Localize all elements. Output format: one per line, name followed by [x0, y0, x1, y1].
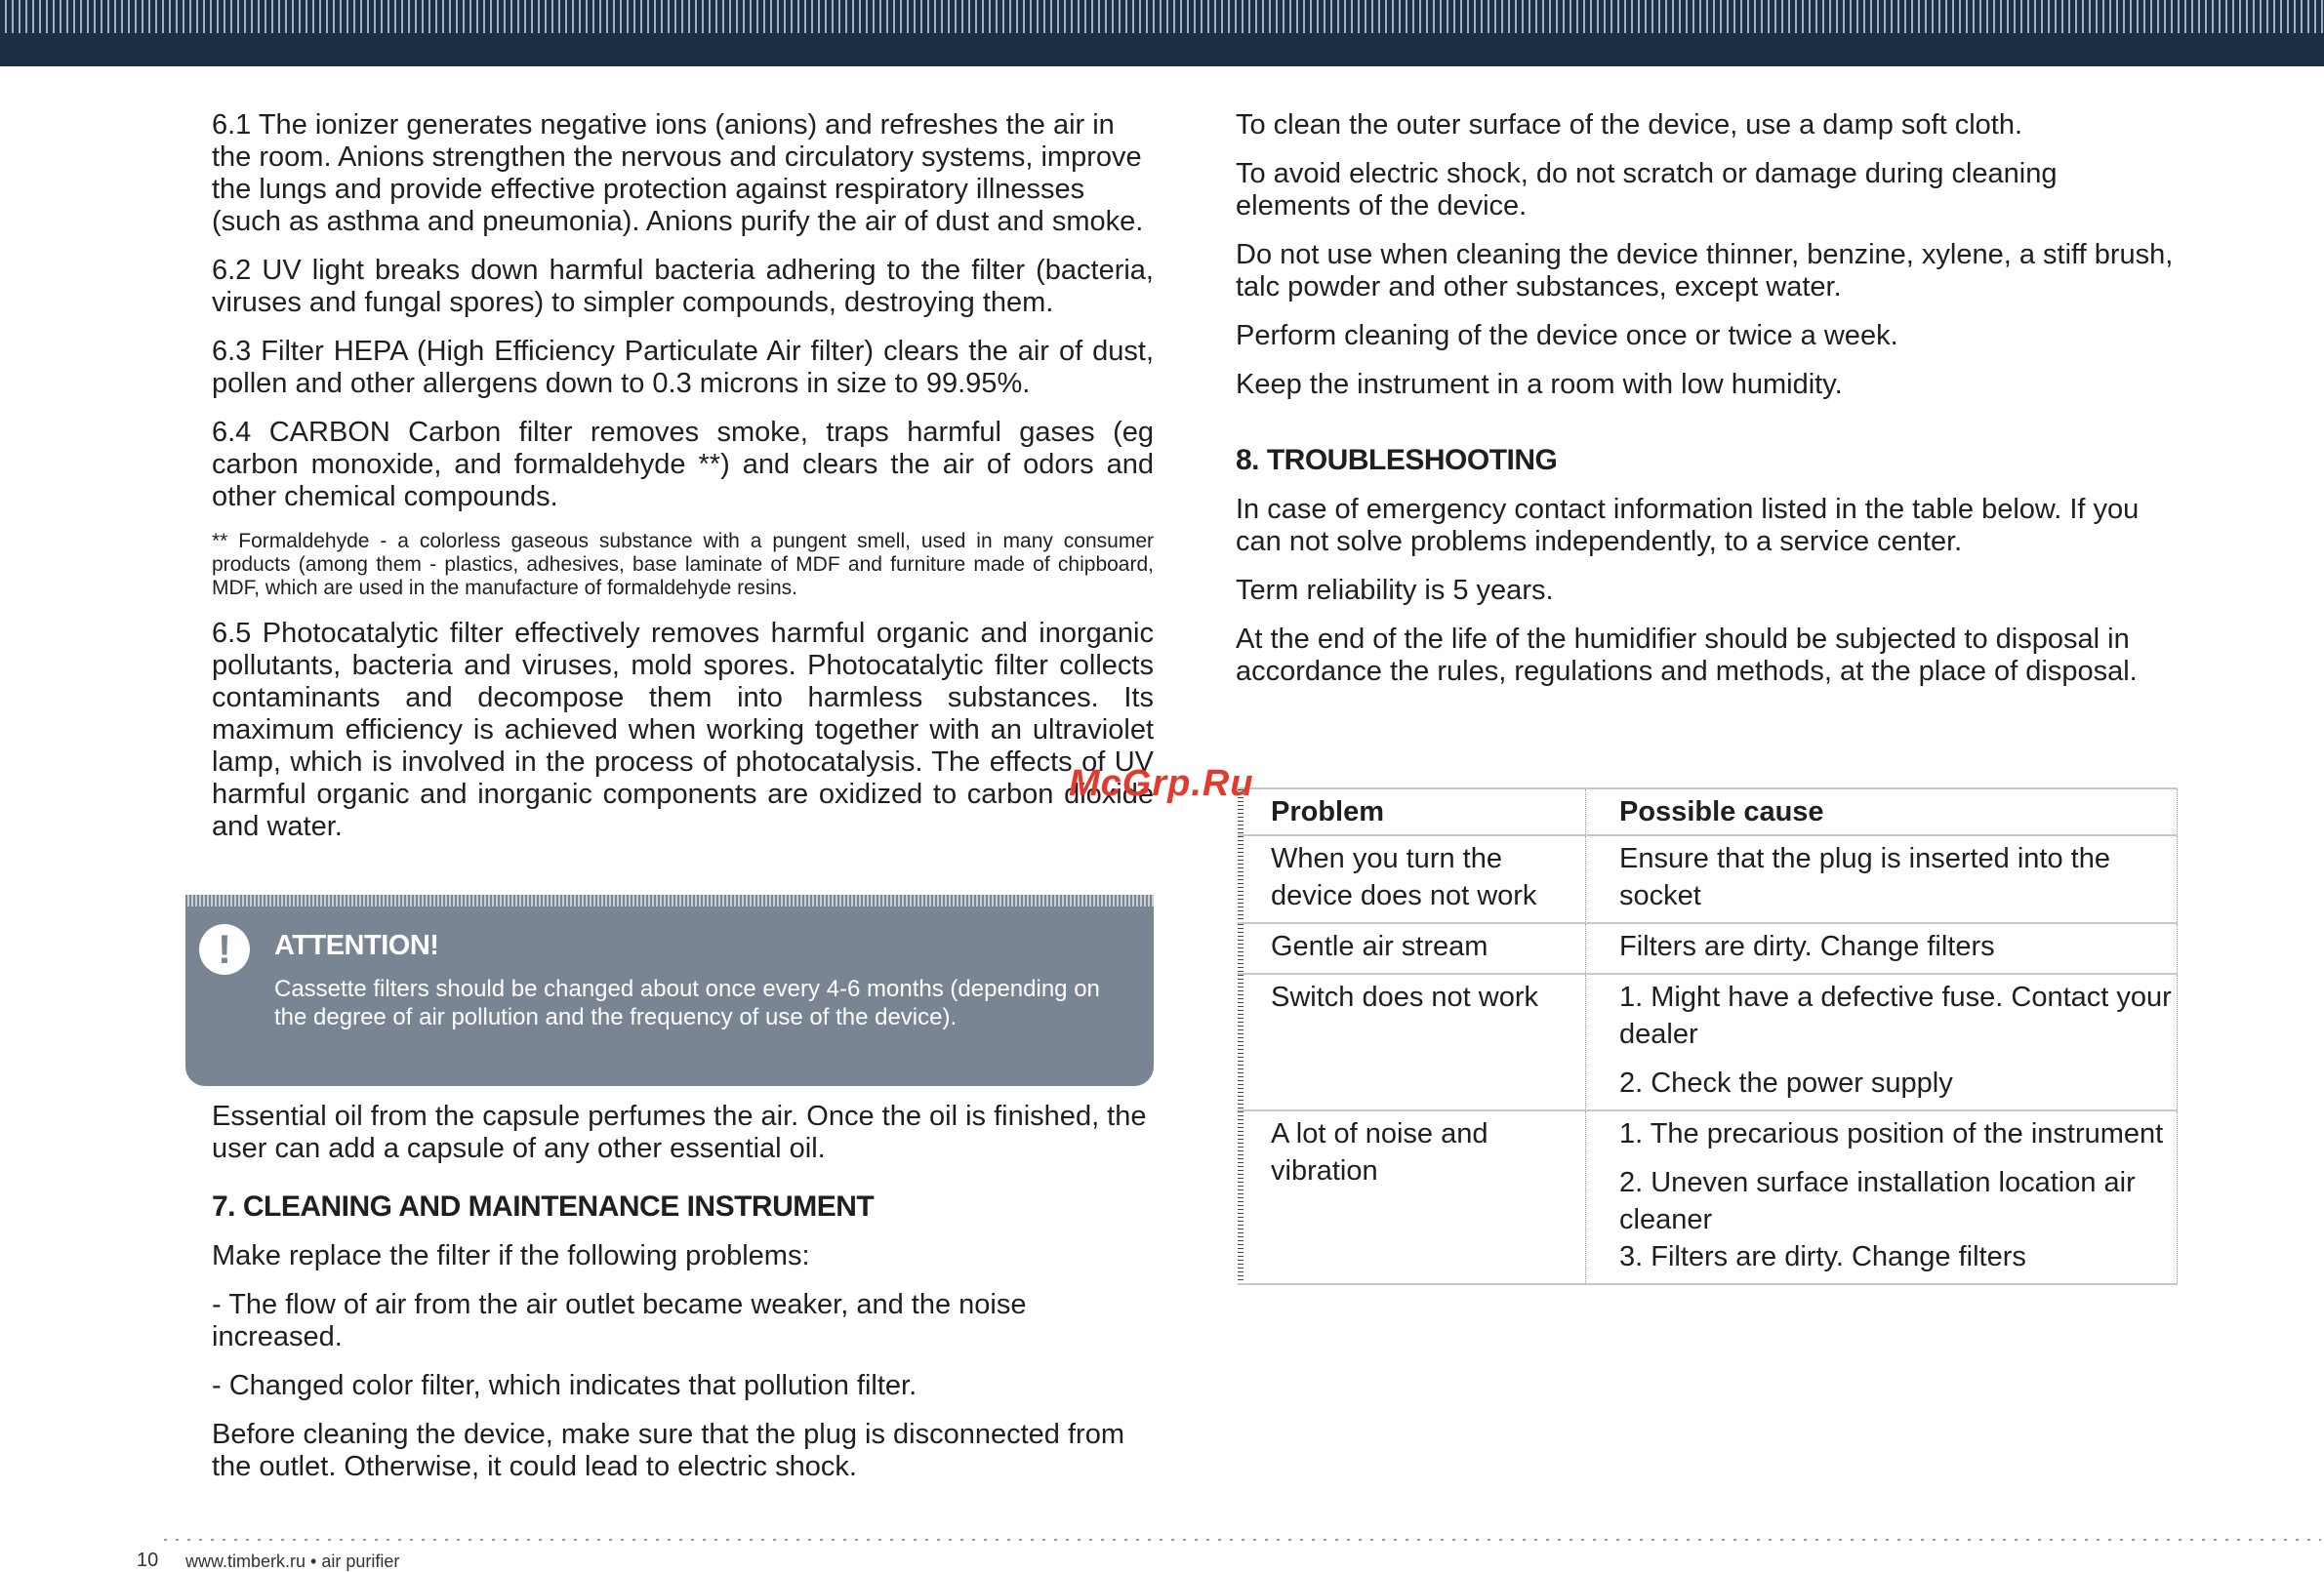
cause-cell — [1586, 974, 2178, 1110]
problem-item-2: - Changed color filter, which indicates that pollution filter. — [212, 1370, 917, 1401]
attention-box — [185, 895, 1154, 1086]
cleaning-paragraph-3: Do not use when cleaning the device thinner, benzine, xylene, a stiff brush, talc powder and other substances, except water. — [1236, 239, 2174, 302]
cleaning-paragraph-4: Perform cleaning of the device once or twice a week. — [1236, 320, 1898, 351]
cause-cell — [1586, 835, 2178, 923]
term-reliability: Term reliability is 5 years. — [1236, 575, 1554, 606]
cause-text: 1. Might have a defective fuse. Contact your dealer — [1619, 982, 2172, 1050]
section-7-heading: 7. CLEANING AND MAINTENANCE INSTRUMENT — [212, 1190, 875, 1223]
cleaning-paragraph-1: To clean the outer surface of the device, use a damp soft cloth. — [1236, 109, 2023, 141]
problem-item-1: - The flow of air from the air outlet became weaker, and the noise increased. — [212, 1289, 1027, 1352]
footer-divider — [164, 1539, 2321, 1541]
troubleshooting-intro: In case of emergency contact information listed in the table below. If you can not solve problems independently, to a service center. — [1236, 494, 2140, 557]
table-row — [1235, 1110, 2178, 1284]
header-pattern — [0, 0, 2324, 33]
cleaning-paragraph-2: To avoid electric shock, do not scratch or damage during cleaning elements of the device. — [1236, 158, 2058, 222]
paragraph-6-4: 6.4 CARBON Carbon filter removes smoke, traps harmful gases (eg carbon monoxide, and formaldehyde **) and clears the air of odors and other chemical compounds. — [212, 417, 1154, 512]
table-header-cause: Possible cause — [1586, 788, 2178, 835]
table-row — [1235, 923, 2178, 974]
problem-cell: A lot of noise and vibration — [1235, 1110, 1586, 1284]
table-header-problem: Problem — [1235, 788, 1586, 835]
paragraph-6-2: 6.2 UV light breaks down harmful bacteria adhering to the filter (bacteria, viruses and fungal spores) to simpler compounds, destroying them. — [212, 255, 1154, 318]
problem-cell: Switch does not work — [1235, 974, 1586, 1110]
section-8-heading: 8. TROUBLESHOOTING — [1236, 444, 1558, 476]
section-7-intro: Make replace the filter if the following problems: — [212, 1240, 810, 1271]
paragraph-6-1: 6.1 The ionizer generates negative ions (anions) and refreshes the air in the room. Anions strengthen the nervous and circulatory systems, improve the lungs and provide effective protection against respiratory illnesses (such as asthma and pneumonia). Anions purify the air of dust and smoke. — [212, 109, 1144, 237]
cause-cell — [1586, 923, 2178, 974]
cause-text: 1. The precarious position of the instrument — [1619, 1118, 2164, 1149]
cleaning-warning: Before cleaning the device, make sure that the plug is disconnected from the outlet. Otherwise, it could lead to electric shock. — [212, 1419, 1124, 1482]
cause-text: 2. Uneven surface installation location air cleaner — [1619, 1167, 2136, 1235]
essential-oil-paragraph: Essential oil from the capsule perfumes the air. Once the oil is finished, the user can add a capsule of any other essential oil. — [212, 1101, 1147, 1164]
cause-text: 3. Filters are dirty. Change filters — [1619, 1241, 2026, 1272]
cause-text: Filters are dirty. Change filters — [1619, 931, 1995, 962]
page-number: 10 — [137, 1550, 159, 1571]
table-row — [1235, 974, 2178, 1110]
watermark: McGrp.Ru — [1069, 763, 1254, 804]
troubleshooting-table — [1232, 787, 2178, 1285]
table-header-row — [1235, 788, 2178, 835]
attention-text: Cassette filters should be changed about once every 4-6 months (depending on the degree of air pollution and the frequency of use of the device). — [274, 976, 1100, 1030]
cause-text: 2. Check the power supply — [1619, 1068, 1953, 1099]
left-column-bottom — [212, 1101, 1154, 1500]
footer-text: www.timberk.ru • air purifier — [185, 1552, 400, 1571]
paragraph-6-3: 6.3 Filter HEPA (High Efficiency Particulate Air filter) clears the air of dust, pollen and other allergens down to 0.3 microns in size to 99.95%. — [212, 336, 1154, 399]
table-row — [1235, 835, 2178, 923]
paragraph-6-5: 6.5 Photocatalytic filter effectively removes harmful organic and inorganic pollutants, bacteria and viruses, mold spores. Photocatalytic filter collects contaminants and decompose them into harmless substances. Its maximum efficiency is achieved when working together with an ultraviolet lamp, which is involved in the process of photocatalysis. The effects of UV harmful organic and inorganic components are oxidized to carbon dioxide and water. — [212, 618, 1154, 842]
right-column — [1236, 109, 2178, 705]
header-bar — [0, 0, 2324, 66]
problem-cell: Gentle air stream — [1235, 923, 1586, 974]
cleaning-paragraph-5: Keep the instrument in a room with low humidity. — [1236, 369, 1843, 400]
formaldehyde-note: ** Formaldehyde - a colorless gaseous substance with a pungent smell, used in many consumer products (among them - plastics, adhesives, base laminate of MDF and furniture made of chipboard, MDF, which are used in the manufacture of formaldehyde resins. — [212, 530, 1154, 599]
cause-text: Ensure that the plug is inserted into the socket — [1619, 843, 2110, 911]
attention-pattern — [185, 895, 1154, 907]
exclamation-icon: ! — [199, 924, 250, 975]
left-column — [212, 109, 1154, 860]
attention-title: ATTENTION! — [274, 930, 439, 961]
disposal-paragraph: At the end of the life of the humidifier should be subjected to disposal in accordance the rules, regulations and methods, at the place of disposal. — [1236, 624, 2138, 687]
problem-cell: When you turn the device does not work — [1235, 835, 1586, 923]
cause-cell — [1586, 1110, 2178, 1284]
